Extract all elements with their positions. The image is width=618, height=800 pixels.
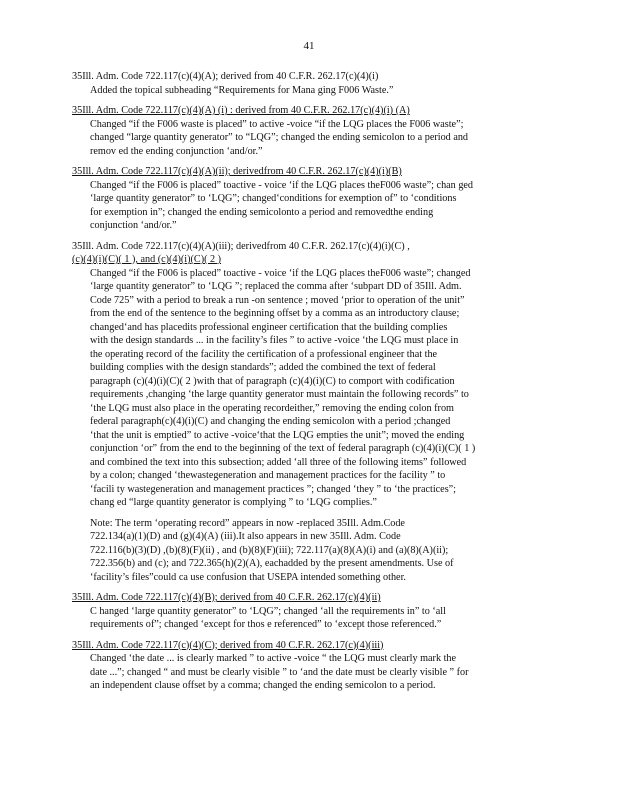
body-line: requirements of”; changed ‘except for thos e referenced” to ‘except those referenced.” [90,619,442,630]
amendment-entry [72,240,546,510]
body-line: Code 725” with a period to break a run -on sentence ; moved ‘prior to operation of the unit” [90,294,465,306]
note-line: Note: The term ‘operating record” appears in now -replaced 35Ill. Adm.Code [90,517,405,529]
body-line: conjunction ‘and/or.” [90,220,177,231]
body-line: with the design standards ... in the facility’s files ” to active -voice ‘the LQG must place in [90,335,459,346]
body-line: an independent clause offset by a comma; changed the ending semicolon to a period. [90,680,436,691]
body-line: ‘large quantity generator” to ‘LQG ”; replaced the comma after ‘subpart DD of 35Ill. Adm. [90,281,462,292]
body-line: and combined the text into this subsection; added ‘all three of the following items” followed [90,456,467,468]
amendment-entry [72,104,546,158]
body-line: Changed “if the F006 is placed” toactive - voice ‘if the LQG places theF006 waste”; changed [90,267,471,279]
body-line: conjunction ‘or” from the end to the beginning of the text of federal paragraph (c)(4)(i)(C)( 1 ) [90,443,476,454]
citation-continuation: (c)(4)(i)(C)( 1 ), and (c)(4)(i)(C)( 2 ) [72,254,222,265]
note-line: 722.134(a)(1)(D) and (g)(4)(A) (iii).It also appears in new 35Ill. Adm. Code [90,531,401,542]
citation-line: 35Ill. Adm. Code 722.117(c)(4)(A); derived from 40 C.F.R. 262.17(c)(4)(i) [72,71,379,82]
body-line: remov ed the ending conjunction ‘and/or.” [90,145,263,157]
body-line: changed‘and has placedits professional engineer certification that the building complies [90,321,448,333]
citation-line: 35Ill. Adm. Code 722.117(c)(4)(B); derived from 40 C.F.R. 262.17(c)(4)(ii) [72,592,381,603]
document-body [72,70,546,700]
body-line: ‘the LQG must also place in the operating recordeither,” removing the ending colon from [90,402,454,414]
body-line: paragraph (c)(4)(i)(C)( 2 )with that of paragraph (c)(4)(i)(C) to comport with codification [90,375,455,387]
amendment-entry [72,591,546,632]
body-line: ‘large quantity generator” to ‘LQG”; changed‘conditions for exemption of” to ‘conditions [90,193,457,204]
body-line: date ...”; changed “ and must be clearly visible ” to ‘and the date must be clearly visible ” for [90,666,469,678]
body-line: the operating record of the facility the certification of a professional engineer that the [90,348,438,360]
body-line: chang ed “large quantity generator is complying ” to ‘LQG complies.” [90,497,377,508]
body-line: changed “large quantity generator” to “LQG”; changed the ending semicolon to a period and [90,132,469,143]
body-line: Changed “if the F006 is placed” toactive - voice ‘if the LQG places theF006 waste”; chan ged [90,179,474,191]
note-line: ‘facility’s files”could ca use confusion that USEPA intended something other. [90,571,406,583]
note-block [72,517,546,585]
body-line: Added the topical subheading “Requirements for Mana ging F006 Waste.” [90,84,394,96]
body-line: Changed “if the F006 waste is placed” to active -voice “if the LQG places the F006 waste”; [90,118,464,130]
body-line: from the end of the sentence to the beginning offset by a comma as an introductory clause; [90,308,460,319]
page-number: 41 [303,40,315,52]
citation-line: 35Ill. Adm. Code 722.117(c)(4)(A) (i) : derived from 40 C.F.R. 262.17(c)(4)(i) (A) [72,105,410,116]
note-line: 722.356(b) and (c); and 722.365(h)(2)(A), eachadded by the present amendments. Use of [90,558,454,569]
body-line: for exemption in”; changed the ending semicolonto a period and removedthe ending [90,206,434,218]
citation-line: 35Ill. Adm. Code 722.117(c)(4)(A)(iii); derivedfrom 40 C.F.R. 262.17(c)(4)(i)(C) , [72,240,410,252]
body-line: ‘facili ty wastegeneration and management practices ”; changed ‘they ” to ‘the practices”; [90,483,457,495]
body-line: requirements ,changing ‘the large quantity generator must maintain the following records” to [90,389,469,400]
body-line: by a colon; changed ‘thewastegeneration and management practices for the facility ” to [90,470,446,481]
body-line: Changed ‘the date ... is clearly marked ” to active -voice “ the LQG must clearly mark the [90,653,457,664]
citation-line: 35Ill. Adm. Code 722.117(c)(4)(C); derived from 40 C.F.R. 262.17(c)(4)(iii) [72,639,384,651]
note-line: 722.116(b)(3)(D) ,(b)(8)(F)(ii) , and (b)(8)(F)(iii); 722.117(a)(8)(A)(i) and (a)(8)(A)(ii); [90,544,449,556]
body-line: C hanged ‘large quantity generator” to ‘LQG”; changed ‘all the requirements in” to ‘all [90,605,446,617]
citation-line: 35Ill. Adm. Code 722.117(c)(4)(A)(ii); derivedfrom 40 C.F.R. 262.17(c)(4)(i)(B) [72,166,402,177]
body-line: building complies with the design standards”; added the combined the text of federal [90,362,436,373]
amendment-entry [72,70,546,97]
body-line: federal paragraph(c)(4)(i)(C) and changing the ending semicolon with a period ;changed [90,416,451,427]
amendment-entry [72,639,546,693]
amendment-entry [72,165,546,233]
body-line: ‘that the unit is emptied” to active -voice‘that the LQG empties the unit”; moved the ending [90,429,465,441]
